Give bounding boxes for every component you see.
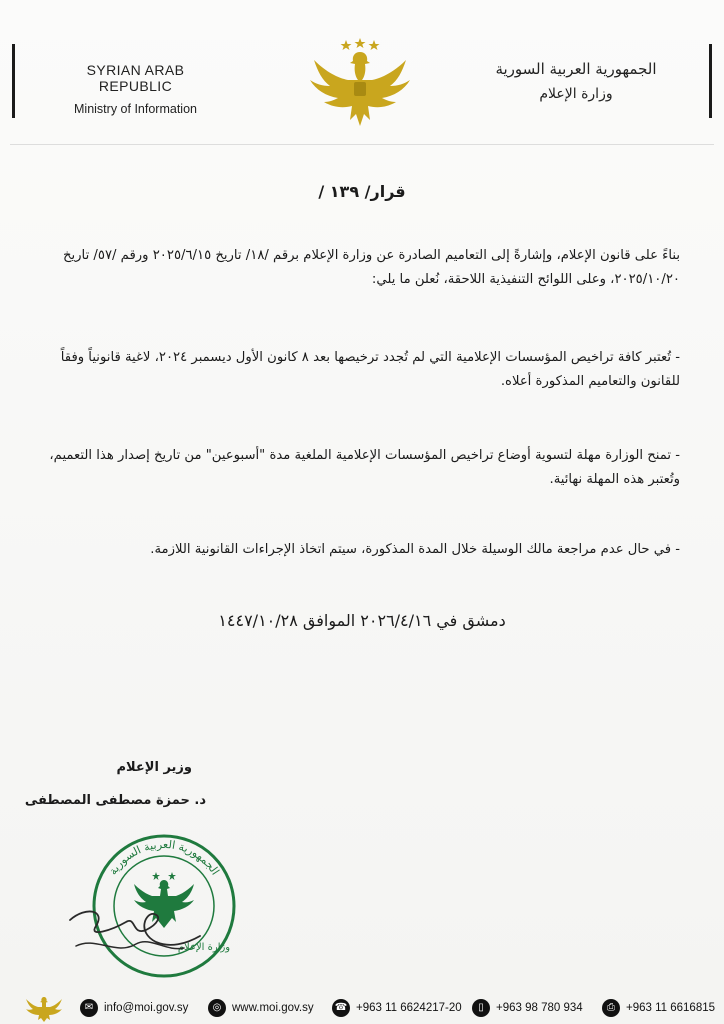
list-item: - تُعتبر كافة تراخيص المؤسسات الإعلامية التي لم تُجدد ترخيصها بعد ٨ كانون الأول ديسمبر ٢٠٢٤، لاغية قانونياً وفقاً للقانون والتعاميم المذكورة أعلاه.: [60, 350, 680, 390]
header-en-country: SYRIAN ARAB REPUBLIC: [86, 62, 185, 94]
scan-edge-right: [709, 44, 712, 118]
list-item: - في حال عدم مراجعة مالك الوسيلة خلال المدة المذكورة، سيتم اتخاذ الإجراءات القانونية اللازمة.: [150, 542, 680, 557]
footer-phone[interactable]: [332, 999, 462, 1017]
footer-website[interactable]: [208, 999, 314, 1017]
footer-website-text: www.moi.gov.sy: [232, 1002, 314, 1014]
decision-title: قرار/ ١٣٩ /: [318, 182, 406, 201]
header-arabic: [476, 60, 676, 102]
footer-eagle-logo-icon: [24, 994, 64, 1022]
contact-footer: [0, 992, 724, 1024]
signatory-name: د. حمزة مصطفى المصطفى: [24, 793, 206, 808]
footer-fax-text: +963 11 6616815: [626, 1002, 716, 1014]
footer-email-text: info@moi.gov.sy: [104, 1002, 189, 1014]
footer-fax[interactable]: [602, 999, 715, 1017]
header-ar-country: الجمهورية العربية السورية: [495, 60, 657, 78]
list-item: - تمنح الوزارة مهلة لتسوية أوضاع تراخيص المؤسسات الإعلامية الملغية مدة "أسبوعين" من تاريخ إصدار هذا التعميم، وتُعتبر هذه المهلة نهائية.: [49, 448, 680, 488]
footer-mobile[interactable]: [472, 999, 583, 1017]
scan-edge-left: [12, 44, 15, 118]
header-divider: [10, 144, 714, 145]
header-english: [48, 62, 223, 116]
fax-icon: ⎙: [602, 999, 620, 1017]
header-en-ministry: Ministry of Information: [74, 102, 197, 116]
signatory-title: وزير الإعلام: [116, 760, 192, 775]
intro-paragraph: بناءً على قانون الإعلام، وإشارةً إلى التعاميم الصادرة عن وزارة الإعلام برقم /١٨/ تاريخ ٢٠٢٥/٦/١٥ ورقم /٥٧/ تاريخ ٢٠٢٥/١٠/٢٠، وعلى اللوائح التنفيذية اللاحقة، نُعلن ما يلي:: [63, 248, 680, 288]
signature-scribble: [66, 886, 206, 966]
stamp-inner-text: وزارة الإعلام: [177, 942, 231, 953]
footer-email[interactable]: [80, 999, 188, 1017]
eagle-emblem-icon: [300, 36, 420, 132]
globe-icon: ◎: [208, 999, 226, 1017]
stamp-ring-text: الجمهورية العربية السورية: [106, 837, 222, 878]
footer-phone-text: +963 11 6624217-20: [356, 1002, 462, 1014]
phone-icon: ☎: [332, 999, 350, 1017]
header-ar-ministry: وزارة الإعلام: [539, 86, 613, 102]
svg-text:الجمهورية العربية السورية: [106, 838, 222, 877]
email-icon: ✉: [80, 999, 98, 1017]
date-line: دمشق في ٢٠٢٦/٤/١٦ الموافق ١٤٤٧/١٠/٢٨: [218, 611, 506, 630]
mobile-icon: ▯: [472, 999, 490, 1017]
footer-mobile-text: +963 98 780 934: [496, 1002, 583, 1014]
